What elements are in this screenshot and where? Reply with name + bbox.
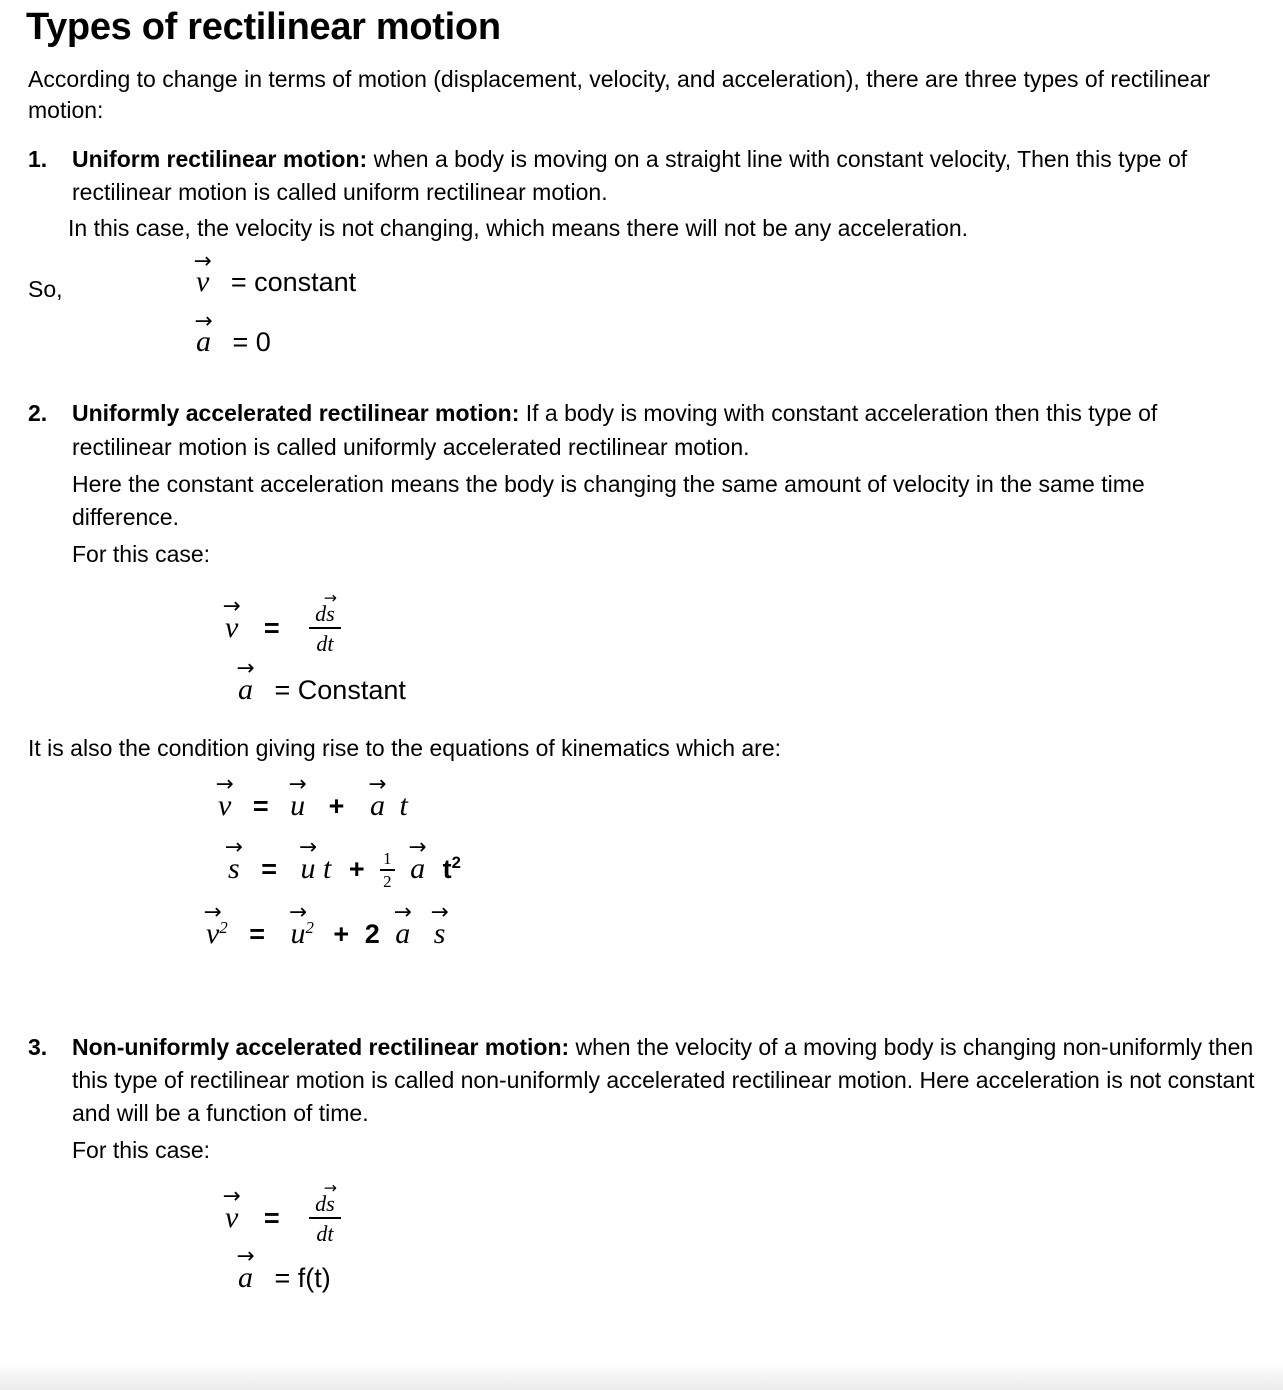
- equation-v2-equals-u2-plus-2as: [203, 899, 449, 950]
- fraction-denominator: dt: [316, 631, 334, 657]
- equation-a-rhs: = Constant: [274, 675, 406, 706]
- symbol-s: s: [326, 1191, 335, 1217]
- symbol-a: a: [395, 916, 411, 950]
- vector-arrow-icon: →: [236, 656, 255, 682]
- equation-v-equals-constant: [193, 248, 357, 299]
- symbol-a: a: [238, 1261, 253, 1295]
- symbol-v: v: [196, 265, 210, 299]
- list-item-2: [28, 397, 1257, 571]
- symbol-t-squared: [443, 854, 461, 884]
- vector-arrow-icon: →: [430, 899, 449, 925]
- equals-sign: =: [263, 1202, 280, 1233]
- document-page: [0, 6, 1283, 1390]
- list-item-2-body: If a body is moving with constant acceleration then this type of rectilinear motion is called uniformly accelerated rectilinear motion.: [72, 400, 1158, 460]
- vector-arrow-icon: →: [236, 1244, 255, 1270]
- vector-v: [222, 593, 241, 644]
- fraction-denominator: 2: [383, 872, 392, 891]
- equation-row-kin1: [0, 771, 1283, 837]
- list-item-2-case-label: For this case:: [72, 540, 211, 567]
- symbol-a: a: [196, 325, 211, 359]
- symbol-t: t: [323, 851, 332, 885]
- vector-arrow-icon: →: [393, 899, 412, 925]
- vector-a: [393, 899, 412, 950]
- plus-sign: +: [333, 918, 350, 949]
- equation-a-equals-constant: [236, 656, 406, 707]
- vector-u: [288, 771, 307, 822]
- intro-paragraph: According to change in terms of motion (displacement, velocity, and acceleration), there are three types of rectilinear motion:: [28, 65, 1211, 124]
- symbol-s: s: [433, 916, 446, 950]
- equals-sign: =: [252, 790, 269, 821]
- vector-v: [215, 771, 234, 822]
- list-item-1-text: [72, 143, 1257, 209]
- equation-row-a-ft: [0, 1244, 1283, 1309]
- exponent-2: 2: [305, 917, 314, 937]
- list-item-1: [28, 143, 1257, 245]
- equation-s-equals-ut-plus-half-at2: [224, 835, 461, 891]
- list-item-1-number: 1.: [28, 146, 48, 173]
- equation-row-a-constant: [0, 656, 1283, 721]
- equation-a-rhs: = 0: [232, 327, 271, 358]
- vector-a: [368, 771, 387, 822]
- list-item-2-lead: Uniformly accelerated rectilinear motion:: [72, 400, 520, 427]
- equation-row-a-zero: [0, 308, 1283, 375]
- vector-a: [236, 656, 255, 707]
- symbol-a: a: [410, 851, 426, 885]
- page-title: Types of rectilinear motion: [26, 6, 501, 48]
- symbol-v: v: [225, 610, 239, 644]
- vector-u: [288, 899, 308, 950]
- symbol-u: u: [300, 851, 316, 885]
- symbol-v: v: [218, 788, 232, 822]
- symbol-s: s: [326, 600, 335, 626]
- symbol-u: u: [290, 788, 306, 822]
- vector-s: [323, 1177, 338, 1217]
- vector-arrow-icon: →: [288, 899, 308, 925]
- so-label: So,: [28, 276, 63, 303]
- plus-sign: +: [328, 790, 345, 821]
- list-item-3-lead: Non-uniformly accelerated rectilinear motion:: [72, 1033, 570, 1060]
- fraction-numerator: 1: [383, 849, 392, 869]
- vector-arrow-icon: →: [194, 308, 213, 334]
- equation-v-rhs: = constant: [230, 267, 357, 298]
- equals-sign: =: [249, 918, 265, 949]
- vector-v: [203, 899, 222, 950]
- equation-row-v-constant: [0, 248, 1283, 313]
- vector-u: [298, 835, 318, 885]
- equals-sign: =: [263, 612, 280, 643]
- vector-arrow-icon: →: [222, 593, 241, 619]
- vector-arrow-icon: →: [408, 835, 427, 861]
- vector-arrow-icon: →: [288, 771, 307, 797]
- fraction-one-half: [380, 850, 394, 890]
- vector-s: [323, 587, 338, 626]
- kinematics-intro: It is also the condition giving rise to the equations of kinematics which are:: [28, 735, 782, 762]
- list-item-3: [28, 1031, 1257, 1167]
- list-item-1-body: when a body is moving on a straight line with constant velocity, Then this type of rectilinear motion is called uniform rectilinear motion.: [72, 146, 1188, 206]
- fraction-numerator: [309, 1177, 341, 1217]
- vector-arrow-icon: →: [298, 835, 318, 861]
- list-item-1-extra: In this case, the velocity is not changing, which means there will not be any acceleration.: [68, 215, 969, 242]
- exponent-2: 2: [219, 917, 228, 937]
- fraction-numerator: [309, 587, 341, 626]
- equation-row-v-dsdt-2: [0, 1171, 1283, 1253]
- vector-a: [408, 835, 427, 885]
- page-bottom-edge: [0, 1364, 1283, 1390]
- vector-arrow-icon: →: [323, 587, 338, 607]
- equation-row-v-dsdt: [0, 577, 1283, 663]
- symbol-v: v: [206, 916, 220, 950]
- symbol-d: d: [315, 600, 327, 626]
- fraction-denominator: dt: [316, 1221, 334, 1247]
- symbol-d: d: [315, 1191, 327, 1217]
- symbol-s: s: [228, 851, 240, 885]
- symbol-v: v: [225, 1200, 239, 1234]
- equation-v-equals-u-plus-at: [215, 771, 408, 822]
- equation-v-equals-ds-dt: [222, 587, 341, 657]
- vector-a: [236, 1244, 255, 1295]
- list-item-2-extra: Here the constant acceleration means the body is changing the same amount of velocity in the same time difference.: [72, 470, 1145, 530]
- plus-sign: +: [348, 853, 365, 884]
- equation-row-kin3: [0, 899, 1283, 969]
- vector-a: [194, 308, 213, 359]
- symbol-a: a: [238, 673, 253, 707]
- symbol-t: t: [442, 853, 452, 884]
- list-item-3-body: when the velocity of a moving body is changing non-uniformly then this type of rectilinear motion is called non-uniformly accelerated rectilinear motion. Here acceleration is not constant and will be a function of time.: [72, 1033, 1255, 1126]
- vector-arrow-icon: →: [193, 248, 212, 274]
- fraction-bar: [380, 869, 394, 871]
- equation-a-equals-f-of-t: [236, 1244, 331, 1295]
- symbol-t: t: [399, 788, 408, 822]
- symbol-a: a: [369, 788, 385, 822]
- list-item-2-number: 2.: [28, 400, 48, 427]
- list-item-2-text: [72, 397, 1257, 463]
- list-item-3-case-label: For this case:: [72, 1137, 211, 1164]
- vector-s: [224, 835, 243, 885]
- fraction-ds-dt: [309, 1177, 341, 1247]
- equals-sign: =: [261, 853, 277, 884]
- vector-v: [193, 248, 212, 299]
- coefficient-2: 2: [364, 918, 380, 949]
- equation-v-equals-ds-dt-2: [222, 1177, 341, 1247]
- list-item-1-lead: Uniform rectilinear motion:: [72, 146, 368, 173]
- equation-row-kin2: [0, 837, 1283, 905]
- fraction-bar: [309, 1217, 341, 1219]
- list-item-3-number: 3.: [28, 1033, 48, 1060]
- equation-a-equals-zero: [194, 308, 271, 359]
- vector-arrow-icon: →: [215, 771, 234, 797]
- vector-arrow-icon: →: [323, 1177, 338, 1197]
- list-item-3-text: [72, 1031, 1257, 1130]
- fraction-bar: [309, 627, 341, 629]
- fraction-ds-dt: [309, 587, 341, 657]
- vector-arrow-icon: →: [368, 771, 387, 797]
- vector-v: [222, 1184, 241, 1234]
- vector-s: [430, 899, 449, 950]
- vector-arrow-icon: →: [203, 899, 222, 925]
- vector-arrow-icon: →: [224, 835, 243, 861]
- vector-arrow-icon: →: [222, 1184, 241, 1210]
- exponent-2: 2: [451, 852, 461, 872]
- equation-a-rhs: = f(t): [274, 1263, 331, 1294]
- symbol-u: u: [290, 916, 306, 950]
